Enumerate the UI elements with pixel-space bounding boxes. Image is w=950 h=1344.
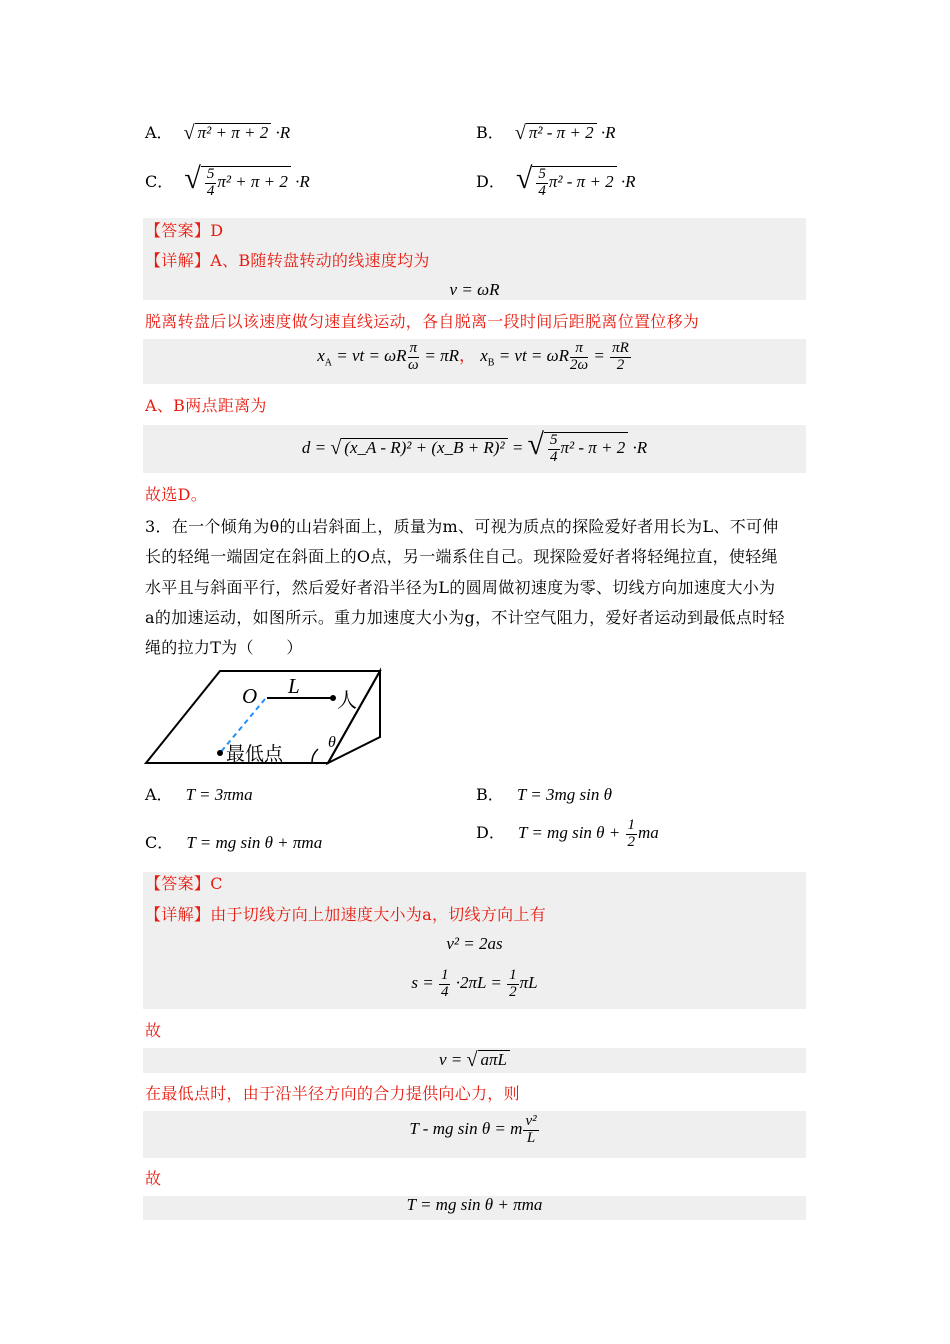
xb-num2: πR (612, 340, 629, 356)
option-c-r: ·R (295, 172, 310, 191)
xb-num: π (570, 341, 588, 358)
q3-option-d-left: T = mg sin θ + (517, 823, 625, 843)
d-mid: = (507, 438, 528, 457)
label-theta: θ (328, 734, 336, 751)
q2-text-distance: A、B两点距离为 (145, 396, 267, 415)
force-left: T - mg sin θ = m (409, 1119, 523, 1139)
detail-text: A、B随转盘转动的线速度均为 (210, 251, 430, 270)
force-den: L (526, 1129, 536, 1146)
q3-option-b-expr: T = 3mg sin θ (516, 785, 612, 804)
xa: x (317, 346, 325, 366)
xa-right: = πR (420, 346, 459, 366)
bottom-dot (217, 750, 223, 756)
option-b[interactable]: B． √ π² - π + 2 ·R (476, 122, 616, 144)
q3-option-b-label: B． (476, 785, 504, 804)
q3-detail-line (145, 900, 810, 930)
option-d-expr: π² - π + 2 (548, 172, 614, 191)
q3-option-d-den: 2 (627, 833, 635, 850)
q3-line-4: a的加速运动，如图所示。重力加速度大小为g，不计空气阻力，爱好者运动到最低点时轻 (145, 608, 785, 627)
q3-option-c[interactable] (145, 830, 322, 853)
s-d2: 2 (509, 983, 517, 1000)
answer-value: D (210, 221, 224, 240)
s-d1: 4 (440, 983, 449, 1000)
q3-option-c-label: C． (145, 833, 174, 852)
q2-detail-line (145, 246, 810, 276)
q3-option-b[interactable] (476, 782, 612, 805)
q3-eq-result: T = mg sin θ + πma (406, 1195, 543, 1214)
slope-figure (140, 665, 390, 770)
q3-line-1: 3．在一个倾角为θ的山岩斜面上，质量为m、可视为质点的探险爱好者用长为L、不可伸 (145, 517, 779, 536)
q3-answer-line (145, 869, 810, 899)
theta-arc (312, 749, 318, 763)
eq-sep: ， (458, 346, 476, 366)
q3-eq-kinematics: v² = 2as (446, 934, 503, 953)
option-b-label: B． (476, 123, 504, 142)
q3-line-3: 水平且与斜面平行，然后爱好者沿半径为L的圆周做初速度为零、切线方向加速度大小为 (145, 578, 776, 597)
d-coef-num: 5 (550, 431, 558, 448)
q2-answer-line (145, 216, 810, 246)
xa-den: ω (408, 356, 419, 373)
q3-line-2: 长的轻绳一端固定在斜面上的O点，另一端系住自己。现探险爱好者将轻绳拉直，使轻绳 (145, 547, 778, 566)
option-c-coef-den: 4 (206, 182, 215, 199)
label-bottom: 最低点 (226, 743, 284, 765)
q2-eq-velocity: v = ωR (449, 280, 500, 299)
xa-mid: = vt = ωR (331, 346, 407, 366)
q3-answer-value: C (210, 874, 223, 893)
option-d-coef-num: 5 (538, 165, 546, 182)
d-inner: (x_A - R)² + (x_B + R)² (341, 438, 507, 458)
v-left: v = (439, 1050, 467, 1069)
option-a-r: ·R (275, 123, 291, 142)
detail-tag: 【详解】 (145, 251, 211, 270)
option-c-label: C． (145, 172, 174, 191)
q3-detail-text: 由于切线方向上加速度大小为a，切线方向上有 (210, 905, 547, 924)
s-left: s = (411, 973, 438, 993)
q3-text-gu-2: 故 (145, 1169, 162, 1188)
option-a-label: A． (145, 123, 173, 142)
q2-eq-distance: d = √ (x_A - R)² + (x_B + R)² = √ $\frac{5}{4}$ π² - π + 2 ·R (301, 428, 648, 465)
q2-eq-displacement (143, 341, 806, 374)
s-n2: 1 (509, 967, 517, 983)
option-c[interactable]: C． √ $\frac{5}{4}$ π² + π + 2 ·R (145, 162, 310, 199)
xb-mid: = vt = ωR (494, 346, 570, 366)
q3-option-d[interactable] (476, 818, 659, 851)
option-d-r: ·R (620, 172, 636, 191)
d-expr: π² - π + 2 (560, 438, 626, 457)
q3-detail-tag: 【详解】 (145, 905, 211, 924)
option-b-r: ·R (600, 123, 616, 142)
q3-option-c-expr: T = mg sin θ + πma (186, 833, 323, 852)
q3-option-a-label: A． (145, 785, 173, 804)
xb-eq: = (589, 346, 610, 366)
label-o: O (242, 684, 258, 708)
s-right: πL (519, 973, 538, 993)
q3-eq-force (143, 1114, 806, 1147)
answer-tag: 【答案】 (145, 221, 211, 240)
xa-num: π (409, 340, 418, 356)
q3-eq-speed: v = √ aπL (143, 1049, 806, 1072)
q3-option-d-right: ma (638, 823, 659, 843)
d-r: ·R (632, 438, 648, 457)
q3-option-a-expr: T = 3πma (185, 785, 253, 804)
option-c-expr: π² + π + 2 (217, 172, 288, 191)
q3-option-d-num: 1 (627, 817, 635, 833)
option-b-expr: π² - π + 2 (526, 123, 597, 143)
q3-option-a[interactable] (145, 782, 253, 805)
person-dot (330, 695, 336, 701)
d-coef-den: 4 (550, 448, 558, 465)
xb: x (480, 346, 488, 366)
d-left: d = (301, 438, 331, 457)
q3-answer-tag: 【答案】 (145, 874, 211, 893)
label-person: 人 (337, 688, 357, 712)
s-mid: ·2πL = (451, 973, 507, 993)
option-d-label: D． (476, 172, 505, 191)
q2-text-displacement: 脱离转盘后以该速度做匀速直线运动，各自脱离一段时间后距脱离位置位移为 (145, 312, 700, 331)
q3-eq-arc (143, 968, 806, 1001)
xb-den: 2ω (570, 356, 589, 373)
xa-sub: A (324, 357, 332, 369)
q2-conclusion: 故选D。 (145, 485, 208, 504)
option-a[interactable]: A． √ π² + π + 2 ·R (145, 122, 291, 144)
q3-text-gu-1: 故 (145, 1021, 162, 1040)
q3-text-centripetal: 在最低点时，由于沿半径方向的合力提供向心力，则 (145, 1084, 520, 1103)
label-l: L (288, 674, 300, 698)
option-d-coef-den: 4 (538, 182, 546, 199)
force-num: v² (525, 1113, 537, 1129)
q3-line-5: 绳的拉力T为（ ） (145, 638, 303, 657)
q3-option-d-label: D． (476, 823, 505, 843)
s-n1: 1 (440, 967, 449, 983)
option-c-coef-num: 5 (206, 165, 215, 182)
xb-den2: 2 (616, 356, 625, 373)
xb-sub: B (487, 357, 495, 369)
option-d[interactable]: D． √ $\frac{5}{4}$ π² - π + 2 ·R (476, 162, 636, 199)
v-inner: aπL (478, 1050, 510, 1070)
option-a-expr: π² + π + 2 (195, 123, 272, 143)
